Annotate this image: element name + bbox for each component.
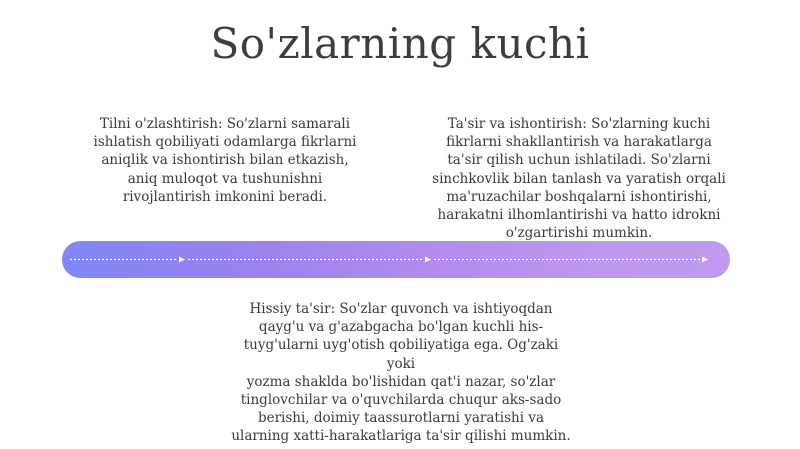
text-line: rivojlantirish imkonini beradi. — [122, 188, 328, 205]
text-line: Ta'sir va ishontirish: So'zlarning kuchi — [447, 116, 711, 132]
text-line: fikrlarni shakllantirish va harakatlarga — [446, 134, 712, 151]
text-line: ma'ruzachilar boshqalarni ishontirishi, — [446, 188, 712, 205]
text-line: ta'sir qilish uchun ishlatiladi. So'zlarni — [447, 152, 711, 169]
text-line: berishi, doimiy taassurotlarni yaratishi va — [257, 410, 545, 427]
text-line: harakatni ilhomlantirishi va hatto idrokni — [437, 207, 721, 224]
text-line: Tilni o'zlashtirish: So'zlarni samarali — [99, 116, 351, 132]
arrowhead-icon — [702, 257, 708, 263]
arrowhead-icon — [179, 257, 185, 263]
text-line: tuyg'ularni uyg'otish qobiliyatiga ega. Og'zaki yoki — [243, 337, 559, 372]
text-block-emotional-impact — [228, 300, 574, 446]
text-line: ularning xatti-harakatlariga ta'sir qilishi mumkin. — [231, 428, 571, 445]
timeline-bar — [62, 241, 730, 278]
text-block-influence — [418, 115, 740, 242]
page-title: So'zlarning kuchi — [210, 19, 590, 68]
text-line: o'zgartirishi mumkin. — [505, 225, 653, 242]
text-line: ishlatish qobiliyati odamlarga fikrlarni — [93, 134, 357, 151]
text-line: yozma shaklda bo'lishidan qat'i nazar, so'zlar — [246, 373, 556, 390]
text-line: qayg'u va g'azabgacha bo'lgan kuchli his- — [258, 319, 544, 336]
text-line: Hissiy ta'sir: So'zlar quvonch va ishtiyoqdan — [249, 301, 553, 317]
timeline-arrows — [62, 241, 730, 278]
text-line: tinglovchilar va o'quvchilarda chuqur aks-sado — [240, 392, 562, 409]
text-line: aniq muloqot va tushunishni — [127, 170, 323, 187]
text-block-language-mastery — [70, 115, 380, 206]
text-line: sinchkovlik bilan tanlash va yaratish orqali — [432, 170, 726, 187]
arrowhead-icon — [425, 257, 431, 263]
text-line: aniqlik va ishontirish bilan etkazish, — [101, 152, 349, 169]
